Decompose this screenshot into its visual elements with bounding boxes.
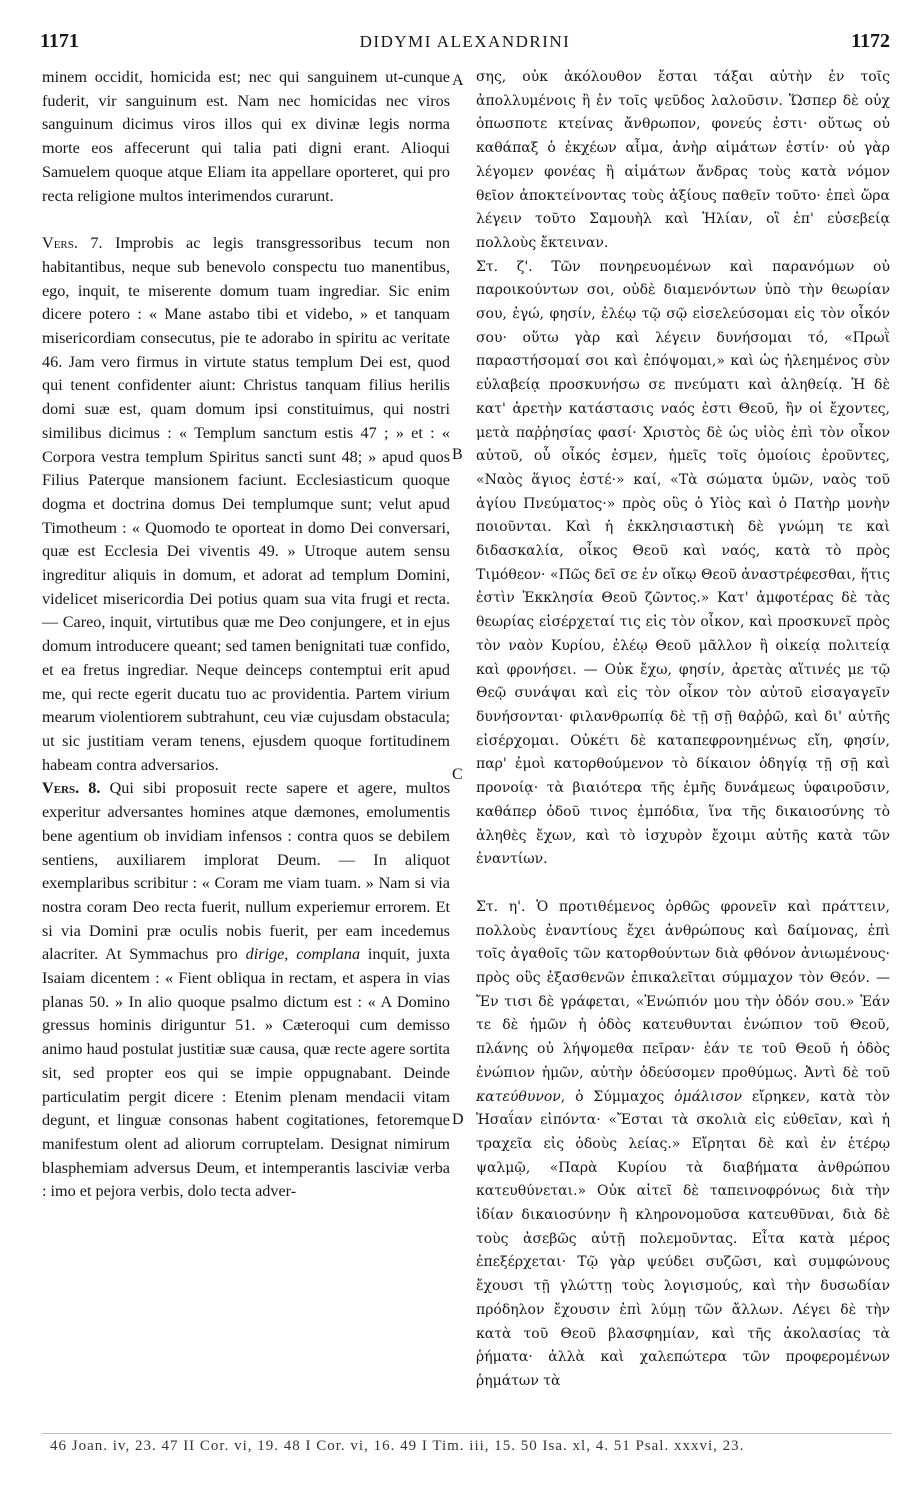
greek-p3-rest: εἴρηκεν, κατὰ τὸν Ἡσαΐαν εἰπόντα· «Ἔσται τὰ σκολιὰ εἰς εὐθεῖαν, καὶ ἡ τραχεῖα εἰς ὁδοὺς λείας.» Εἴρηται δὲ καὶ ἐν ἑτέρῳ ψαλμῷ, «Παρὰ Κυρίου τὰ διαβήματα ἀνθρώπου κατευθύνεται.» Οὐκ αἰτεῖ δὲ ταπεινοφρόνως διὰ τὴν ἰδίαν δικαιοσύνην ἢ κληρονομοῦσα κατευθῦναι, διὰ δὲ τοὺς ἀσεβῶς αὐτῇ πολεμοῦντας. Εἶτα κατὰ μέρος ἐπεξέρχεται· Τῷ γὰρ ψεύδει συζῶσι, καὶ συμφώνους ἔχουσι τῇ γλώττῃ τοὺς λογισμούς, καὶ τὴν δυσωδίαν πρόδηλον ἔχουσιν ἐπὶ λύμῃ τῶν ἄλλων. Λέγει δὲ τὴν κατὰ τοῦ Θεοῦ βλασφημίαν, καὶ τῆς ἀκολασίας τὰ ῥήματα· ἀλλὰ καὶ χαλεπώτερα τῶν προφερομένων ῥημάτων τὰ bbox=[476, 1088, 891, 1389]
greek-p3-italic-1: κατεύθυνον bbox=[476, 1088, 561, 1105]
greek-paragraph-3 bbox=[476, 896, 890, 1394]
margin-letter-d: D bbox=[452, 1111, 464, 1128]
margin-letter-b: B bbox=[452, 446, 463, 463]
latin-paragraph-1: minem occidit, homicida est; nec qui sanguinem ut-cunque fuderit, vir sanguinum est. Nam nec homicidas nec viros sanguinum dicimus viros illos qui ex divinæ legis norma morte eos affecerunt qui talia pati digni erant. Alioqui Samuelem quoque atque Eliam ita appellare oporteret, qui pro recta religione multos interimendos curarunt. bbox=[42, 68, 450, 205]
verse-8-text-b: inquit, juxta Isaiam dicentem : « Fient obliqua in rectam, et aspera in vias planas 50. » In alio quoque psalmo dictum est : « A Domino gressus hominis diriguntur 51. » Cæteroqui cum demisso animo haud postulat justitiæ suæ causa, quæ recte agere sortita sit, sed propter eos qui se impie oppugnabant. Deinde particulatim pergit dicere : Etenim plenam mendacii vitam degunt, et linguæ consonas habent cogitationes, fetoremque manifestum olent ad aliorum corruptelam. Designat nimirum blasphemiam adversus Deum, et intemperantis lasciviæ verba : imo et pejora verbis, dolo tecta adver- bbox=[42, 945, 450, 1201]
page-header bbox=[40, 30, 890, 60]
greek-p3-italic-2: ὁμάλισον bbox=[674, 1088, 742, 1105]
verse-7-text: Improbis ac legis transgressoribus tecum non habitantibus, neque sub benevolo conspectu tuo manentibus, ego, inquit, te miserente domum tuam ingrediar. Sic enim dicere potero : « Mane astabo tibi et videbo, » et tanquam misericordiam consecutus, pie te adorabo in spiritu ac veritate 46. Jam vero firmus in virtute status templum Dei est, quod qui tenent confidenter aiunt: Christus tanquam filius herilis domi suæ est, quam domum ipsi constituimus, qui nostri similibus dicimus : « Templum sanctum estis 47 ; » et : « Corpora vestra templum Spiritus sancti sunt 48; » apud quos Filius Paterque mansionem faciunt. Ecclesiasticum quoque dogma et doctrina domus Dei templumque sunt; velut apud Timotheum : « Quomodo te oporteat in domo Dei conversari, quæ est Ecclesia Dei viventis 49. » Utroque autem sensu ingreditur aliquis in domum, et adorat ad templum Domini, videlicet misericordia Dei potius quam sua vita frugi et recta. — Careo, inquit, virtutibus quæ me Deo conjungere, et in ejus domum introducere queant; sed tamen benignitati tuæ confido, et ea fretus ingrediar. Neque deinceps contemptui erit apud me, qui recte egerit ducatu tuo ac providentia. Partem virium mearum violentiorem subtrahunt, ceu viæ cujusdam obstacula; ut sic justitiam veram tenens, ejusdem quoque fortitudinem habeam contra adversarios. bbox=[42, 234, 450, 774]
verse-8-text-a: Qui sibi proposuit recte sapere et agere, multos experitur adversantes homines atque dæmones, emolumentis bene agentium ob invidiam infensos : contra quos se debilem sentiens, auxiliarem implorat Deum. — In aliquot exemplaribus scribitur : « Coram me viam tuam. » Nam si via nostra coram Deo recta fuerit, nullum experiemur errorem. Et si via Domini præ oculis nobis fuerit, per eam incedemus alacriter. At Symmachus pro bbox=[42, 779, 450, 964]
page-number-right: 1172 bbox=[851, 30, 890, 52]
footnote-rule bbox=[42, 1433, 892, 1434]
page-number-left: 1171 bbox=[40, 30, 79, 52]
verse-8-label: Vers. 8. bbox=[42, 779, 101, 798]
verse-8-italic: dirige, complana bbox=[245, 945, 361, 964]
margin-letter-a: A bbox=[452, 72, 464, 89]
greek-column bbox=[476, 66, 890, 1394]
running-title: DIDYMI ALEXANDRINI bbox=[359, 32, 571, 51]
greek-p3-mid: , ὁ Σύμμαχος bbox=[560, 1088, 675, 1105]
latin-column bbox=[42, 66, 450, 1204]
latin-verse-8 bbox=[42, 777, 450, 1204]
greek-paragraph-1: σης, οὐκ ἀκόλουθον ἔσται τάξαι αὐτὴν ἐν τοῖς ἀπολλυμένοις ἢ ἐν τοῖς ψεῦδος λαλοῦσιν. Ὥσπερ δὲ οὐχ ὁπωσποτε κτείνας ἄνθρωπον, φονεύς ἐστι· οὕτως οὐ καθάπαξ ὁ ἐκχέων αἷμα, ἀνὴρ αἱμάτων ἐστίν· οὐ γὰρ λέγομεν φονέας ἢ αἱμάτων ἄνδρας τοὺς κατὰ νόμον θεῖον ἀποκτείνοντας τοὺς ἀξίους παθεῖν τοῦτο· ἐπεὶ ὥρα λέγειν τοῦτο Σαμουὴλ καὶ Ἠλίαν, οἳ ἐπ' εὐσεβείᾳ πολλοὺς ἔκτειναν. bbox=[476, 69, 890, 251]
greek-paragraph-2: Στ. ζ'. Τῶν πονηρευομένων καὶ παρανόμων οὐ παροικούντων σοι, οὐδὲ διαμενόντων ὑπὸ τὴν θεωρίαν σου, ἐγώ, φησίν, ἐλέῳ τῷ σῷ εἰσελεύσομαι εἰς τὸν οἶκόν σου· οὕτω γὰρ καὶ λέγειν δυνήσομαι τό, «Πρωῒ παραστήσομαί σοι καὶ ἐπόψομαι,» καὶ ὡς ἠλεημένος σὺν εὐλαβείᾳ προσκυνήσω σε πνεύματι καὶ ἀληθείᾳ. Ἡ δὲ κατ' ἀρετὴν κατάστασις ναός ἐστι Θεοῦ, ἣν οἱ ἔχοντες, μετὰ παῤῥησίας φασί· Χριστὸς δὲ ὡς υἱὸς ἐπὶ τὸν οἶκον αὐτοῦ, οὗ οἶκός ἐσμεν, ἡμεῖς τοῖς ὁμοίοις ἐροῦντες, «Ναὸς ἅγιος ἐστέ·» καί, «Τὰ σώματα ὑμῶν, ναὸς τοῦ ἁγίου Πνεύματος·» πρὸς οὓς ὁ Υἱὸς καὶ ὁ Πατὴρ μονὴν ποιοῦνται. Καὶ ἡ ἐκκλησιαστικὴ δὲ γνώμη τε καὶ διδασκαλία, οἶκος Θεοῦ καὶ ναός, κατὰ τὸ πρὸς Τιμόθεον· «Πῶς δεῖ σε ἐν οἴκῳ Θεοῦ ἀναστρέφεσθαι, ἥτις ἐστὶν Ἐκκλησία Θεοῦ ζῶντος.» Κατ' ἀμφοτέρας δὲ τὰς θεωρίας εἰσέρχεταί τις εἰς τὸν οἶκον, καὶ προσκυνεῖ πρὸς τὸν ναὸν Κυρίου, ἐλέῳ Θεοῦ μᾶλλον ἢ οἰκείᾳ πολιτείᾳ καὶ φρονήσει. — Οὐκ ἔχω, φησίν, ἀρετὰς αἵτινές με τῷ Θεῷ συνάψαι καὶ εἰς τὸν οἶκον τὸν αὐτοῦ εἰσαγαγεῖν δυνήσονται· φιλανθρωπίᾳ δὲ τῇ σῇ θαῤῥῶ, καὶ δι' αὐτῆς εἰσέρχομαι. Οὐκέτι δὲ καταπεφρονημένως εἴη, φησίν, παρ' ἐμοὶ κατορθούμενον τὸ δίκαιον ὁδηγίᾳ τῇ σῇ καὶ προνοίᾳ· τὰ βιαιότερα τῆς ἐμῆς δυνάμεως ὑφαιροῦσιν, καθάπερ ὁδοῦ τινος ἐμπόδια, ἵνα τῆς δικαιοσύνης τὸ ἀληθὲς ἔχων, καὶ τὸ ἰσχυρὸν ἔχοιμι αὐτῆς κατὰ τῶν ἐναντίων. bbox=[476, 258, 890, 868]
footnotes: 46 Joan. iv, 23. 47 II Cor. vi, 19. 48 I Cor. vi, 16. 49 I Tim. iii, 15. 50 Isa. xl, 4. 51 Psal. xxxvi, 23. bbox=[50, 1438, 745, 1454]
verse-7-label: Vers. 7. bbox=[42, 234, 103, 253]
margin-letter-c: C bbox=[452, 766, 463, 783]
latin-verse-7 bbox=[42, 232, 450, 777]
greek-p3-text: Στ. η'. Ὁ προτιθέμενος ὀρθῶς φρονεῖν καὶ πράττειν, πολλοὺς ἐναντίους ἔχει ἀνθρώπους καὶ δαίμονας, ἐπὶ τοῖς ἀγαθοῖς τῶν κατορθούντων διὰ φθόνον ἀνιωμένους· πρὸς οὓς ἐξασθενῶν ἐπικαλεῖται σύμμαχον τὸν Θεόν. — Ἔν τισι δὲ γράφεται, «Ἐνώπιόν μου τὴν ὁδόν σου.» Ἐάν τε δὲ ἡμῶν ἡ ὁδὸς κατευθυνται ἐνώπιον τοῦ Θεοῦ, πλάνης οὐ λήψομεθα πεῖραν· ἐάν τε τοῦ Θεοῦ ἡ ὁδὸς ἐνώπιον ἡμῶν, αὐτὴν ὁδεύσομεν προθύμως. Ἀντὶ δὲ τοῦ bbox=[476, 898, 890, 1081]
